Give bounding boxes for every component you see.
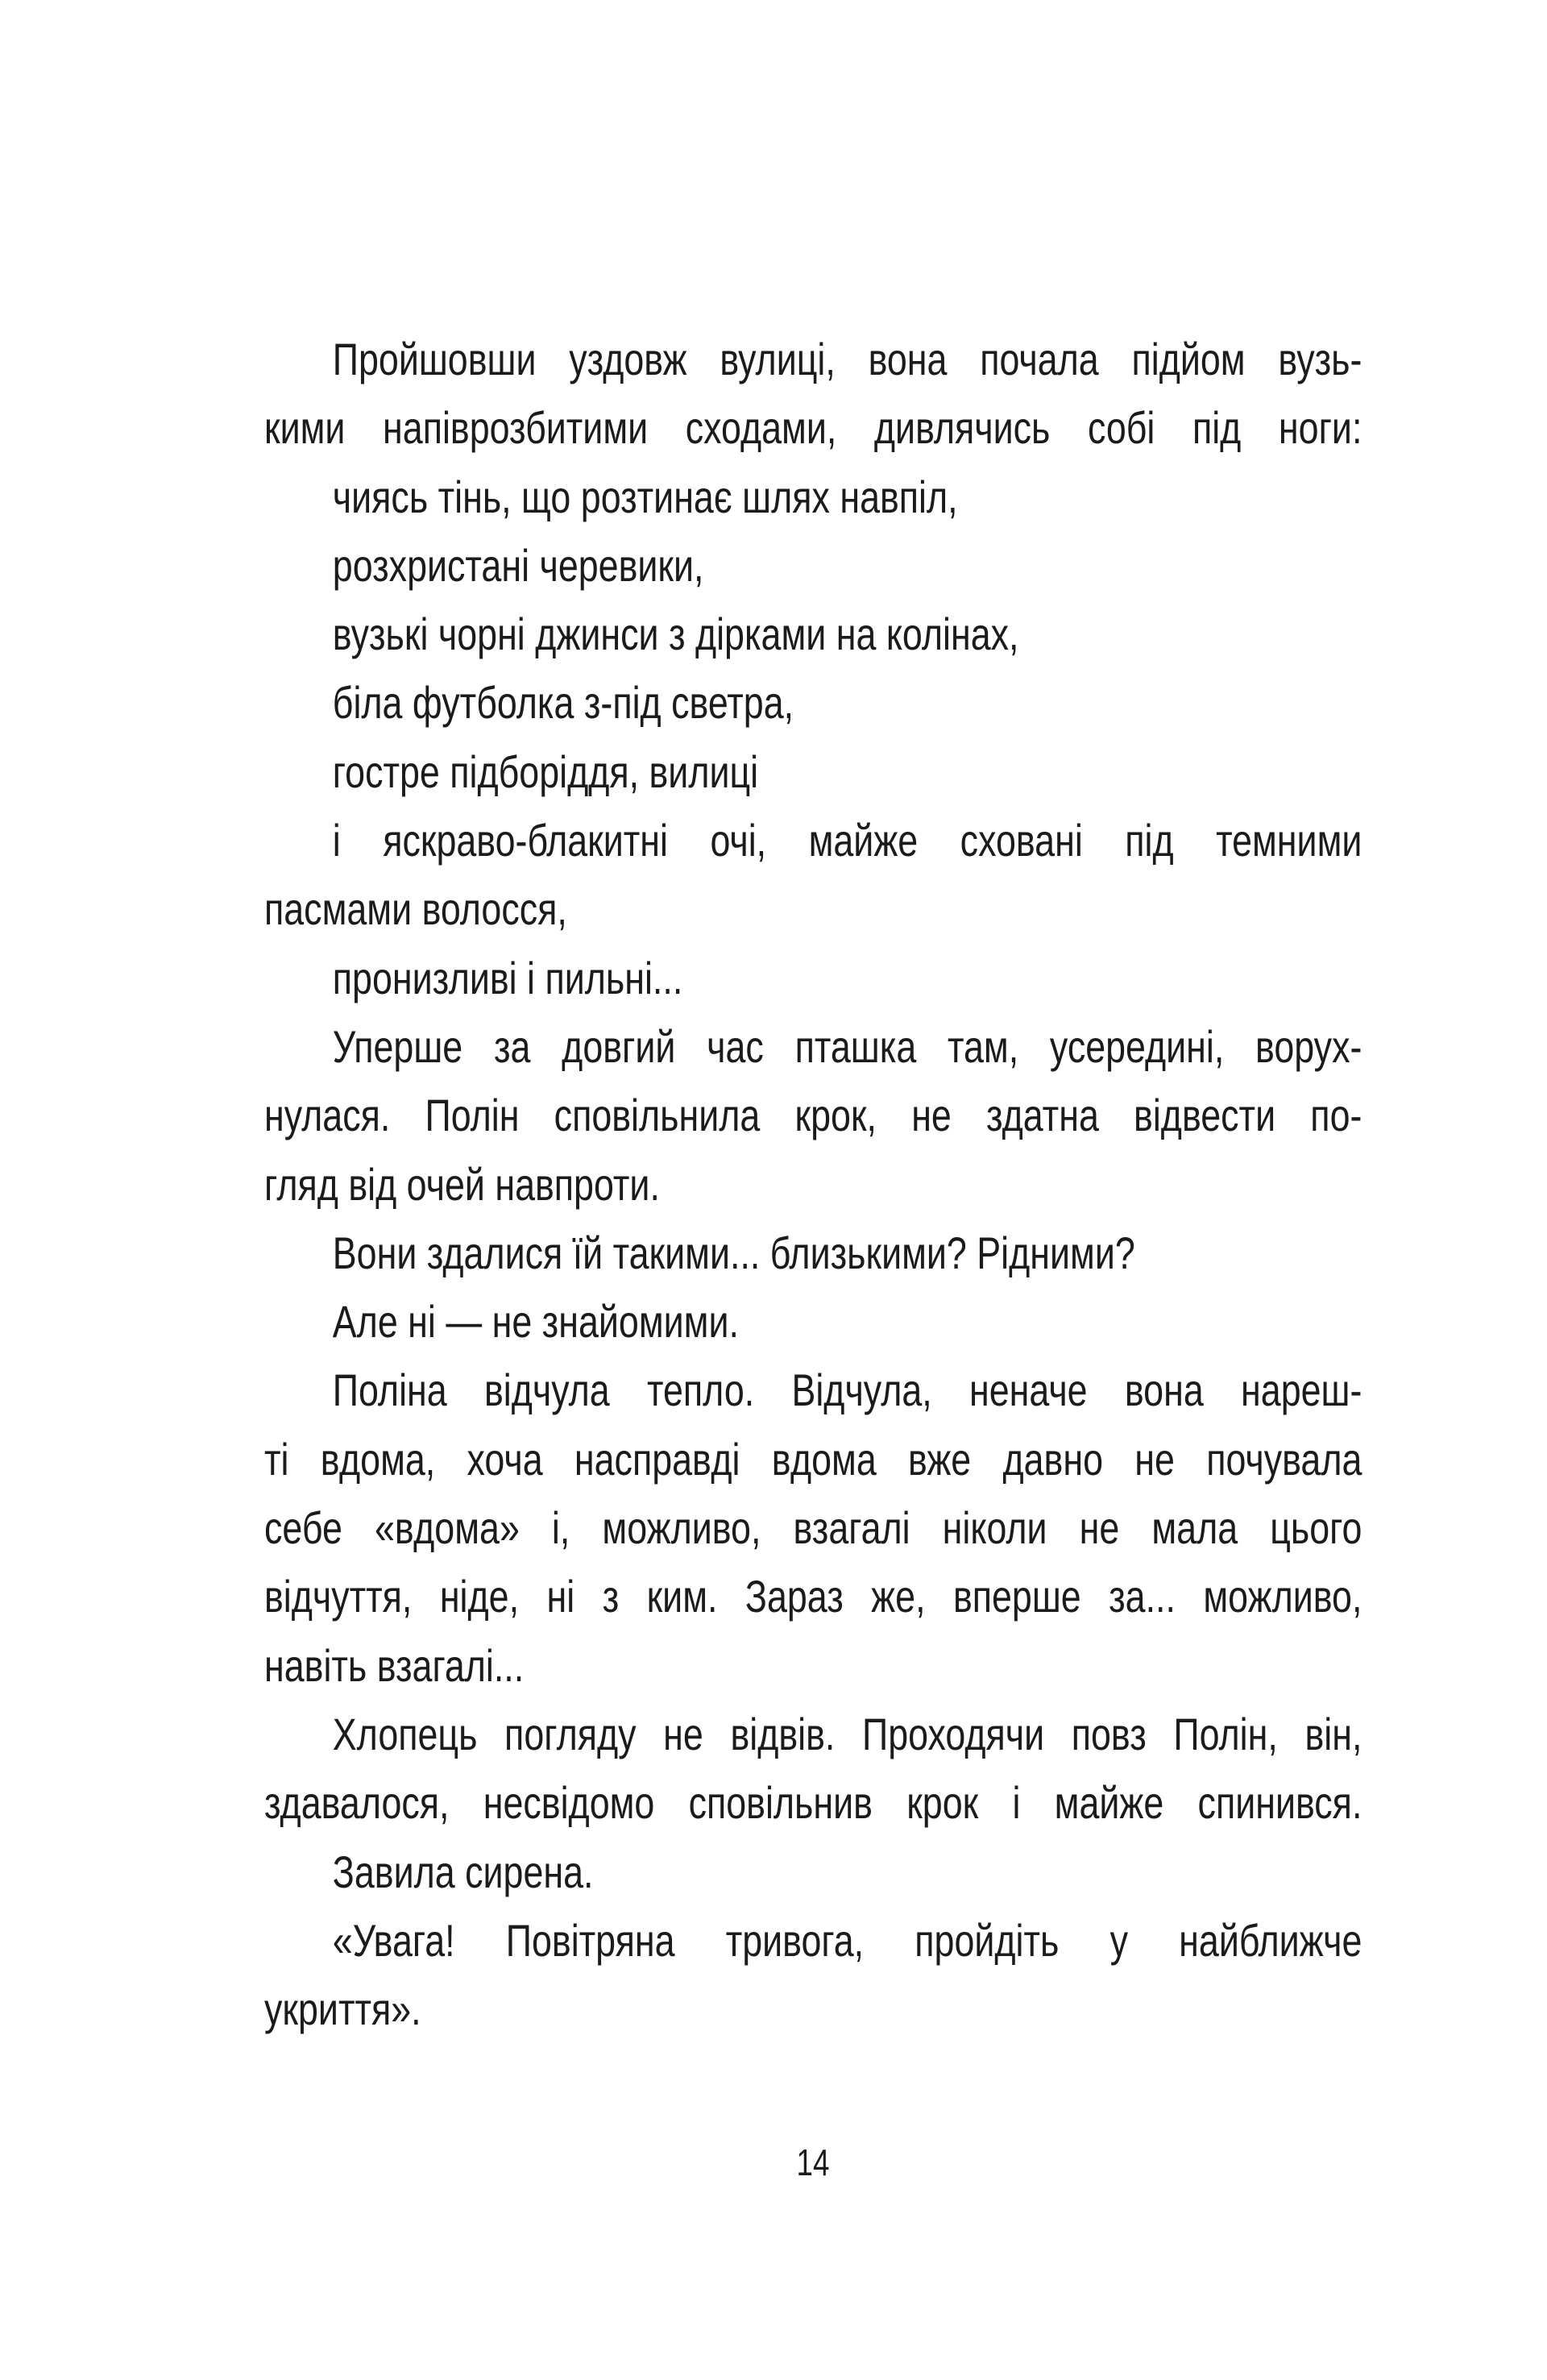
text-line: Вони здалися їй такими... близькими? Рідними? bbox=[332, 1227, 1135, 1278]
text-line: навіть взагалі... bbox=[264, 1639, 525, 1691]
page-number: 14 bbox=[796, 2141, 830, 2183]
text-line: нулася. Полін сповільнила крок, не здатна відвести по- bbox=[264, 1090, 1362, 1141]
text-line: Але ні — не знайомими. bbox=[332, 1296, 739, 1348]
text-line: Уперше за довгий час пташка там, усередині, ворух- bbox=[332, 1020, 1362, 1072]
text-line: себе «вдома» і, можливо, взагалі ніколи не мала цього bbox=[264, 1502, 1362, 1554]
text-line: Поліна відчула тепло. Відчула, неначе вона нареш- bbox=[332, 1364, 1362, 1416]
text-line: пасмами волосся, bbox=[264, 883, 567, 935]
text-line: здавалося, несвідомо сповільнив крок і майже спинився. bbox=[264, 1777, 1362, 1829]
text-line: «Увага! Повітряна тривога, пройдіть у найближче bbox=[332, 1914, 1362, 1966]
text-line: чиясь тінь, що розтинає шлях навпіл, bbox=[332, 471, 958, 522]
text-block bbox=[264, 325, 1362, 2043]
text-line: гляд від очей навпроти. bbox=[264, 1158, 660, 1210]
text-line: відчуття, ніде, ні з ким. Зараз же, вперше за... можливо, bbox=[264, 1571, 1362, 1622]
text-line: і яскраво-блакитні очі, майже сховані під темними bbox=[332, 815, 1362, 866]
text-line: Пройшовши уздовж вулиці, вона почала підйом вузь- bbox=[332, 334, 1362, 384]
text-line: пронизливі і пильні... bbox=[332, 952, 683, 1003]
text-line: кими напіврозбитими сходами, дивлячись собі під ноги: bbox=[264, 402, 1362, 454]
text-line: гостре підборіддя, вилиці bbox=[332, 746, 759, 797]
text-line: вузькі чорні джинси з дірками на колінах, bbox=[332, 608, 1019, 660]
text-line: Хлопець погляду не відвів. Проходячи повз Полін, він, bbox=[332, 1708, 1362, 1759]
text-line: розхристані черевики, bbox=[332, 539, 704, 591]
text-line: Завила сирена. bbox=[332, 1846, 594, 1897]
text-line: укриття». bbox=[264, 1983, 421, 2035]
text-line: ті вдома, хоча насправді вдома вже давно не почувала bbox=[264, 1433, 1362, 1485]
text-line: біла футболка з-під светра, bbox=[332, 677, 794, 729]
